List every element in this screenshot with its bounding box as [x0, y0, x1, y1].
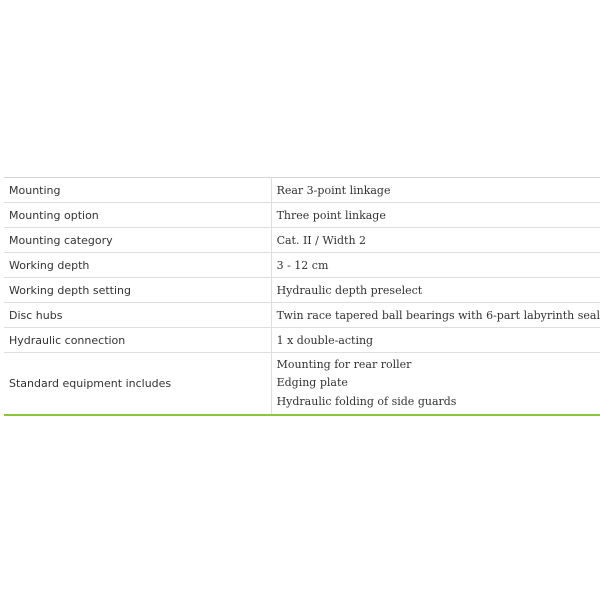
spec-label: Standard equipment includes — [4, 353, 271, 416]
spec-value: Three point linkage — [271, 203, 600, 228]
spec-value: 3 - 12 cm — [271, 253, 600, 278]
table-row — [4, 203, 600, 228]
spec-label: Disc hubs — [4, 303, 271, 328]
spec-label: Mounting option — [4, 203, 271, 228]
spec-value: 1 x double-acting — [271, 328, 600, 353]
table-row — [4, 278, 600, 303]
table-row-standard-equipment — [4, 353, 600, 416]
specifications-table — [4, 177, 600, 416]
table-row — [4, 228, 600, 253]
table-row — [4, 303, 600, 328]
spec-label: Mounting — [4, 178, 271, 203]
spec-value: Cat. II / Width 2 — [271, 228, 600, 253]
spec-value: Twin race tapered ball bearings with 6-part labyrinth seal — [271, 303, 600, 328]
spec-label: Mounting category — [4, 228, 271, 253]
list-item: Edging plate — [276, 376, 348, 390]
table-row — [4, 253, 600, 278]
standard-equipment-list — [271, 353, 600, 416]
spec-label: Hydraulic connection — [4, 328, 271, 353]
spec-value: Hydraulic depth preselect — [271, 278, 600, 303]
table-row — [4, 328, 600, 353]
spec-label: Working depth setting — [4, 278, 271, 303]
list-item: Hydraulic folding of side guards — [276, 394, 457, 408]
spec-value: Rear 3-point linkage — [271, 178, 600, 203]
table-row — [4, 178, 600, 203]
list-item: Mounting for rear roller — [276, 357, 412, 371]
spec-label: Working depth — [4, 253, 271, 278]
